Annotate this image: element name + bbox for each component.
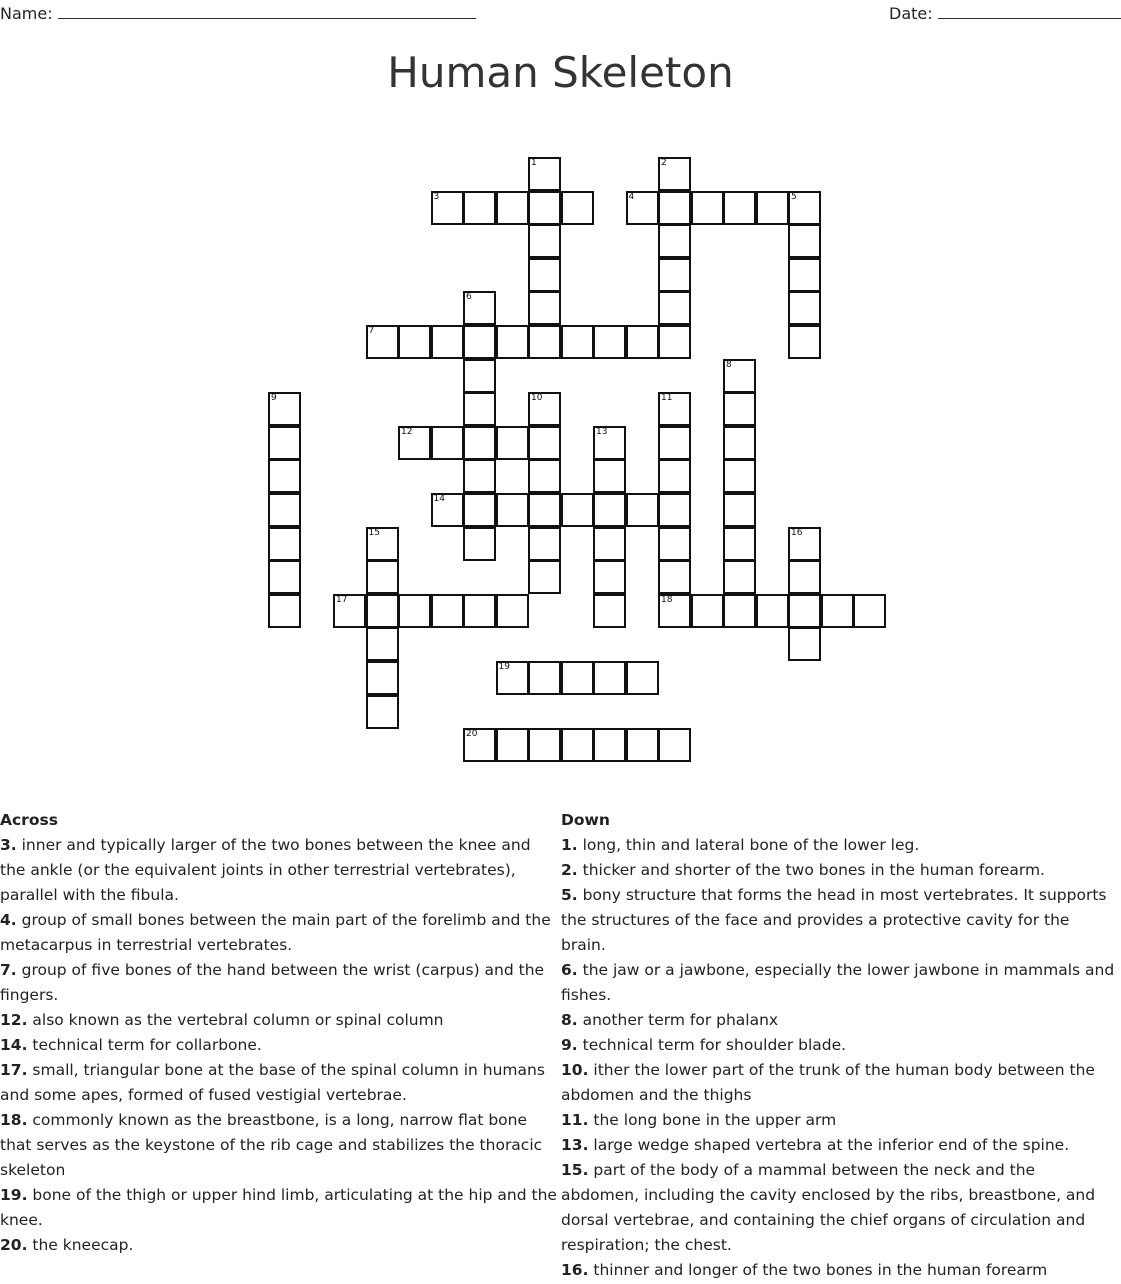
grid-cell[interactable]: [788, 560, 821, 594]
clue-text: large wedge shaped vertebra at the inferior end of the spine.: [588, 1136, 1070, 1154]
grid-cell[interactable]: [463, 493, 496, 527]
clue-text: the jaw or a jawbone, especially the lower jawbone in mammals and fishes.: [561, 961, 1115, 1004]
across-clue: [0, 1108, 560, 1183]
grid-cell[interactable]: [788, 627, 821, 661]
down-clue: [561, 833, 1117, 858]
clue-number: 5.: [561, 886, 578, 904]
grid-cell[interactable]: [658, 291, 691, 325]
grid-cell[interactable]: [366, 627, 399, 661]
grid-cell[interactable]: [268, 560, 301, 594]
grid-cell[interactable]: [528, 493, 561, 527]
grid-cell[interactable]: [463, 392, 496, 426]
grid-cell[interactable]: [528, 728, 561, 762]
clue-number: 15.: [561, 1161, 589, 1179]
grid-cell[interactable]: [268, 459, 301, 493]
clue-number: 11.: [561, 1111, 589, 1129]
clue-number: 20.: [0, 1236, 28, 1254]
clue-text: the kneecap.: [27, 1236, 134, 1254]
clue-number-label: 6: [466, 292, 472, 303]
down-clues: [561, 808, 1117, 1283]
grid-cell[interactable]: [268, 527, 301, 561]
clue-text: technical term for collarbone.: [27, 1036, 262, 1054]
grid-cell[interactable]: [561, 728, 594, 762]
across-clue: [0, 1233, 560, 1258]
clue-text: long, thin and lateral bone of the lower leg.: [577, 836, 920, 854]
grid-cell[interactable]: [366, 661, 399, 695]
grid-cell[interactable]: [431, 426, 464, 460]
grid-cell[interactable]: [463, 426, 496, 460]
grid-cell[interactable]: [268, 493, 301, 527]
grid-cell[interactable]: [658, 191, 691, 225]
clue-number-label: 17: [336, 594, 348, 605]
clue-text: small, triangular bone at the base of the spinal column in humans and some apes, formed of fused vestigial vertebrae.: [0, 1061, 545, 1104]
clue-number: 16.: [561, 1261, 589, 1279]
grid-cell[interactable]: [788, 224, 821, 258]
grid-cell[interactable]: [528, 191, 561, 225]
clue-text: bony structure that forms the head in most vertebrates. It supports the structures of the face and provides a protective cavity for the brain.: [561, 886, 1107, 954]
grid-cell[interactable]: [528, 291, 561, 325]
across-clue: [0, 958, 560, 1008]
clue-number: 10.: [561, 1061, 589, 1079]
grid-cell[interactable]: [723, 191, 756, 225]
grid-cell[interactable]: [626, 493, 659, 527]
clue-number: 17.: [0, 1061, 28, 1079]
grid-cell[interactable]: [528, 661, 561, 695]
grid-cell[interactable]: [431, 325, 464, 359]
down-clue: [561, 1033, 1117, 1058]
grid-cell[interactable]: [593, 527, 626, 561]
down-clue-list: [561, 833, 1117, 1283]
across-clue: [0, 1008, 560, 1033]
clue-number-label: 20: [466, 729, 478, 740]
grid-cell[interactable]: [788, 291, 821, 325]
grid-cell[interactable]: [723, 426, 756, 460]
across-clue-list: [0, 833, 560, 1258]
clue-number-label: 16: [791, 527, 803, 538]
grid-cell[interactable]: [658, 224, 691, 258]
clue-text: thinner and longer of the two bones in the human forearm: [588, 1261, 1048, 1279]
down-clue: [561, 883, 1117, 958]
clue-number-label: 4: [628, 191, 635, 202]
name-label: Name:: [0, 4, 53, 23]
clue-number-label: 8: [726, 359, 732, 370]
grid-cell[interactable]: [463, 459, 496, 493]
down-clue: [561, 1058, 1117, 1108]
across-clue: [0, 1058, 560, 1108]
clue-text: inner and typically larger of the two bones between the knee and the ankle (or the equivalent joints in other terrestrial vertebrates), parallel with the fibula.: [0, 836, 531, 904]
grid-cell[interactable]: [268, 594, 301, 628]
grid-cell[interactable]: [658, 728, 691, 762]
grid-cell[interactable]: [691, 594, 724, 628]
clue-text: the long bone in the upper arm: [588, 1111, 837, 1129]
grid-cell[interactable]: [658, 527, 691, 561]
across-clue: [0, 833, 560, 908]
grid-cell[interactable]: [593, 728, 626, 762]
grid-cell[interactable]: [463, 527, 496, 561]
clue-number: 13.: [561, 1136, 589, 1154]
clue-number: 8.: [561, 1011, 578, 1029]
across-clue: [0, 908, 560, 958]
clue-text: group of five bones of the hand between the wrist (carpus) and the fingers.: [0, 961, 545, 1004]
grid-cell[interactable]: [593, 493, 626, 527]
clue-number: 14.: [0, 1036, 28, 1054]
clue-number-label: 19: [498, 662, 510, 672]
grid-cell[interactable]: [723, 459, 756, 493]
grid-cell[interactable]: [658, 493, 691, 527]
grid-cell[interactable]: [723, 594, 756, 628]
clue-text: another term for phalanx: [577, 1011, 779, 1029]
grid-cell[interactable]: [463, 191, 496, 225]
clue-number: 1.: [561, 836, 578, 854]
grid-cell[interactable]: [496, 728, 529, 762]
grid-cell[interactable]: [398, 325, 431, 359]
grid-cell[interactable]: [268, 426, 301, 460]
grid-cell[interactable]: [788, 325, 821, 359]
grid-cell[interactable]: [593, 325, 626, 359]
grid-cell[interactable]: [723, 392, 756, 426]
down-clue: [561, 1133, 1117, 1158]
grid-cell[interactable]: [431, 594, 464, 628]
clue-text: also known as the vertebral column or spinal column: [27, 1011, 444, 1029]
grid-cell[interactable]: [561, 493, 594, 527]
clue-number-label: 2: [661, 158, 667, 168]
clue-number-label: 15: [368, 527, 380, 538]
clue-text: group of small bones between the main part of the forelimb and the metacarpus in terrestrial vertebrates.: [0, 911, 551, 954]
grid-cell[interactable]: [561, 325, 594, 359]
grid-cell[interactable]: [723, 527, 756, 561]
grid-cell[interactable]: [723, 493, 756, 527]
grid-cell[interactable]: [528, 325, 561, 359]
clue-number: 19.: [0, 1186, 28, 1204]
down-clue: [561, 1008, 1117, 1033]
clue-number-label: 11: [661, 393, 673, 404]
grid-cell[interactable]: [528, 527, 561, 561]
grid-cell[interactable]: [626, 325, 659, 359]
grid-cell[interactable]: [658, 560, 691, 594]
grid-cell[interactable]: [496, 594, 529, 628]
clue-number: 18.: [0, 1111, 28, 1129]
clue-number-label: 9: [271, 393, 277, 404]
grid-cell[interactable]: [561, 661, 594, 695]
clue-number-label: 7: [368, 326, 375, 336]
across-heading: Across: [0, 811, 58, 829]
grid-cell[interactable]: [658, 459, 691, 493]
grid-cell[interactable]: [463, 359, 496, 393]
grid-cell[interactable]: [723, 560, 756, 594]
page-title: Human Skeleton: [387, 48, 734, 97]
clue-number-label: 1: [531, 158, 537, 168]
grid-cell[interactable]: [528, 258, 561, 292]
clue-text: ither the lower part of the trunk of the human body between the abdomen and the thighs: [561, 1061, 1095, 1104]
clue-number-label: 14: [433, 494, 445, 504]
grid-cell[interactable]: [788, 594, 821, 628]
clue-number-label: 10: [531, 393, 543, 404]
clue-number: 4.: [0, 911, 17, 929]
grid-cell[interactable]: [398, 594, 431, 628]
down-clue: [561, 1258, 1117, 1283]
clue-text: bone of the thigh or upper hind limb, articulating at the hip and the knee.: [0, 1186, 557, 1229]
date-label: Date:: [889, 4, 933, 23]
grid-cell[interactable]: [528, 459, 561, 493]
grid-cell[interactable]: [658, 325, 691, 359]
grid-cell[interactable]: [593, 459, 626, 493]
clue-number-label: 5: [791, 191, 797, 202]
clue-number: 2.: [561, 861, 578, 879]
grid-cell[interactable]: [366, 560, 399, 594]
clue-number: 7.: [0, 961, 17, 979]
grid-cell[interactable]: [463, 594, 496, 628]
grid-cell[interactable]: [593, 594, 626, 628]
clue-text: commonly known as the breastbone, is a long, narrow flat bone that serves as the keystone of the rib cage and stabilizes the thoracic skeleton: [0, 1111, 543, 1179]
grid-cell[interactable]: [496, 426, 529, 460]
grid-cell[interactable]: [366, 695, 399, 729]
clue-number: 9.: [561, 1036, 578, 1054]
grid-cell[interactable]: [626, 661, 659, 695]
down-clue: [561, 1108, 1117, 1133]
clue-number-label: 12: [401, 426, 413, 437]
grid-cell[interactable]: [788, 258, 821, 292]
grid-cell[interactable]: [658, 258, 691, 292]
down-heading: Down: [561, 811, 610, 829]
clue-number-label: 18: [661, 594, 673, 605]
across-clue: [0, 1033, 560, 1058]
grid-cell[interactable]: [463, 325, 496, 359]
grid-cell[interactable]: [756, 594, 789, 628]
grid-cell[interactable]: [528, 224, 561, 258]
grid-cell[interactable]: [593, 560, 626, 594]
clue-number-label: 3: [433, 191, 440, 202]
grid-cell[interactable]: [496, 325, 529, 359]
grid-cell[interactable]: [593, 661, 626, 695]
clue-number: 12.: [0, 1011, 28, 1029]
grid-cell[interactable]: [853, 594, 886, 628]
grid-cell[interactable]: [691, 191, 724, 225]
grid-cell[interactable]: [561, 191, 594, 225]
grid-cell[interactable]: [496, 493, 529, 527]
clue-text: technical term for shoulder blade.: [577, 1036, 847, 1054]
clue-number: 6.: [561, 961, 578, 979]
grid-cell[interactable]: [626, 728, 659, 762]
clue-number-label: 13: [596, 426, 608, 437]
across-clue: [0, 1183, 560, 1233]
clue-text: part of the body of a mammal between the neck and the abdomen, including the cavity enclosed by the ribs, breastbone, and dorsal vertebrae, and containing the chief organs of circulation and respiration; the chest.: [561, 1161, 1096, 1254]
clue-text: thicker and shorter of the two bones in the human forearm.: [577, 861, 1045, 879]
grid-cell[interactable]: [528, 560, 561, 594]
clue-number: 3.: [0, 836, 17, 854]
down-clue: [561, 858, 1117, 883]
grid-cell[interactable]: [528, 426, 561, 460]
grid-cell[interactable]: [496, 191, 529, 225]
across-clues: [0, 808, 560, 1258]
grid-cell[interactable]: [658, 426, 691, 460]
grid-cell[interactable]: [756, 191, 789, 225]
down-clue: [561, 958, 1117, 1008]
down-clue: [561, 1158, 1117, 1258]
grid-cell[interactable]: [821, 594, 854, 628]
grid-cell[interactable]: [366, 594, 399, 628]
